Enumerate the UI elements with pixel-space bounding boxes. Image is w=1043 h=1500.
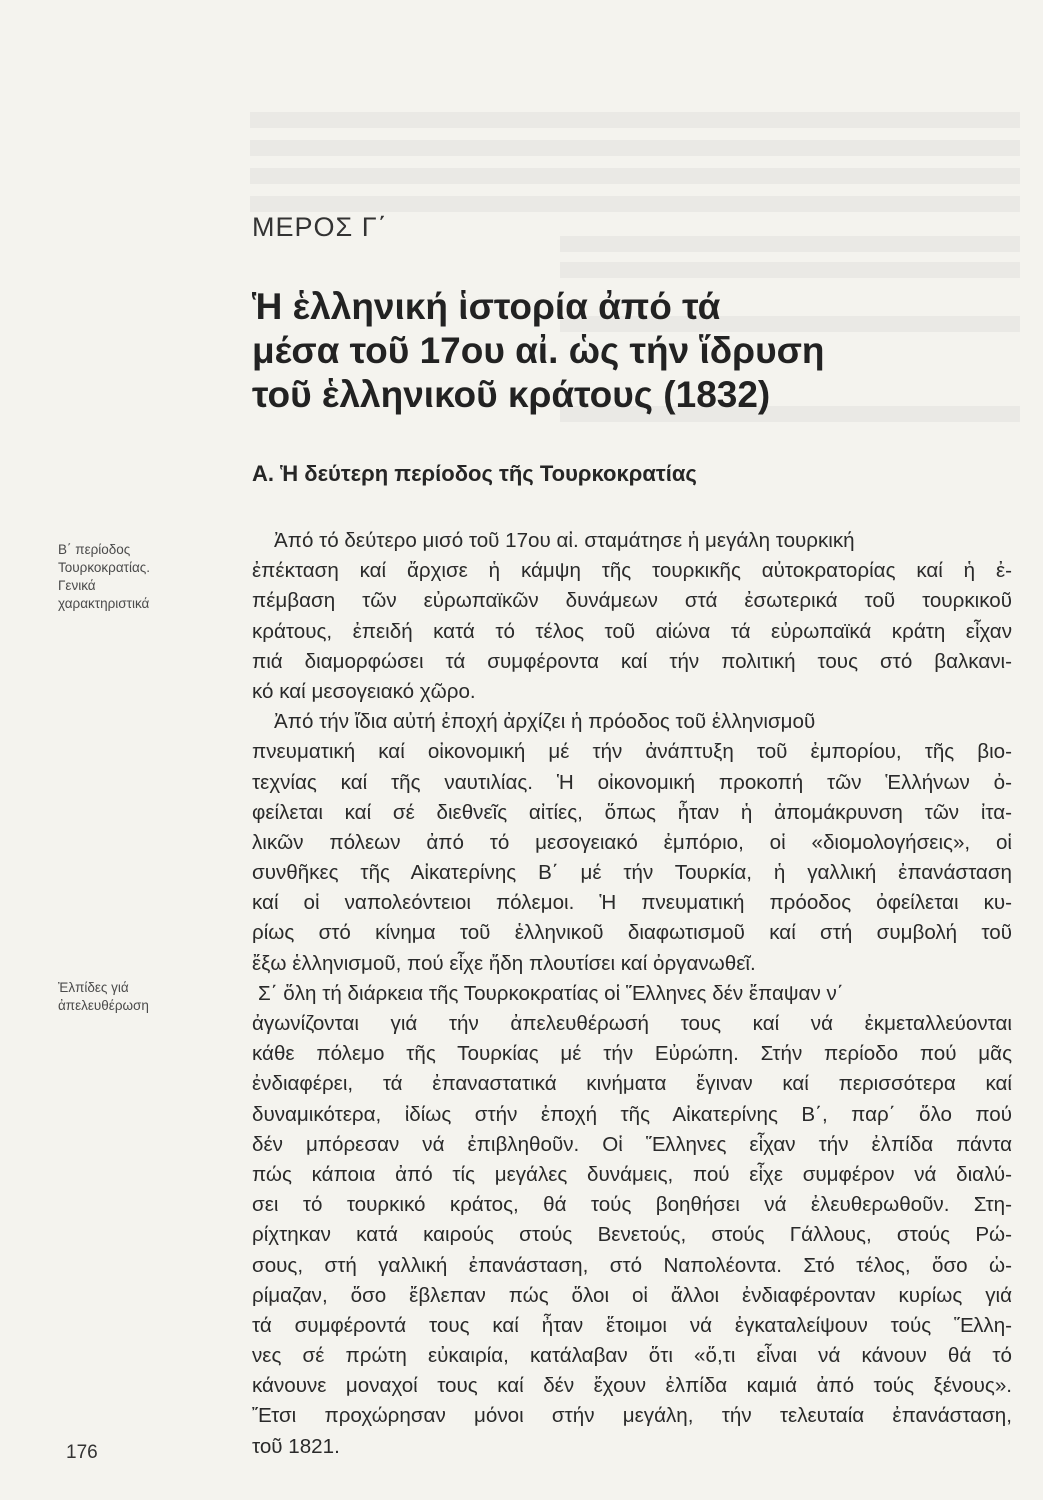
body-line: κάνουνε μοναχοί τους καί δέν ἔχουν ἐλπίδα καμιά ἀπό τούς ξένους». (252, 1374, 1012, 1398)
bleed-through (560, 262, 1020, 278)
body-line: πνευματική καί οἰκονομική μέ τήν ἀνάπτυξη τοῦ ἐμπορίου, τῆς βιο- (252, 740, 1012, 764)
body-line: πιά διαμορφώσει τά συμφέροντα καί τήν πολιτική τους στό βαλκανι- (252, 649, 1012, 673)
body-line: τοῦ 1821. (252, 1434, 340, 1458)
bleed-through (250, 112, 1020, 128)
body-line: κάθε πόλεμο τῆς Τουρκίας μέ τήν Εὐρώπη. Στήν περίοδο πού μᾶς (252, 1042, 1012, 1066)
body-line: ἔξω ἑλληνισμοῦ, πού εἶχε ἤδη πλουτίσει καί ὀργανωθεῖ. (252, 951, 756, 975)
body-line: τά συμφέροντά τους καί ἦταν ἕτοιμοι νά ἐγκαταλείψουν τούς Ἕλλη- (252, 1313, 1012, 1337)
margin-note-line: Ἐλπίδες γιά (58, 980, 129, 995)
margin-note-line: Β΄ περίοδος (58, 542, 131, 557)
body-line: ἀγωνίζονται γιά τήν ἀπελευθέρωσή τους καί νά ἐκμεταλλεύονται (252, 1012, 1012, 1035)
body-line: καί οἱ ναπολεόντειοι πόλεμοι. Ἡ πνευματική πρόοδος ὀφείλεται κυ- (252, 891, 1012, 915)
bleed-through (560, 236, 1020, 252)
margin-note-line: ἀπελευθέρωση (58, 998, 149, 1013)
bleed-through (250, 140, 1020, 156)
bleed-through (250, 196, 1020, 212)
body-line: τεχνίας καί τῆς ναυτιλίας. Ἡ οἰκονομική προκοπή τῶν Ἑλλήνων ὀ- (252, 770, 1012, 794)
body-line: πώς κάποια ἀπό τίς μεγάλες δυνάμεις, πού εἶχε συμφέρον νά διαλύ- (252, 1162, 1012, 1186)
body-line: φείλεται καί σέ διεθνεῖς αἰτίες, ὅπως ἦταν ἡ ἀπομάκρυνση τῶν ἰτα- (252, 800, 1012, 824)
body-line: Ἔτσι προχώρησαν μόνοι στήν μεγάλη, τήν τελευταία ἐπανάσταση, (252, 1404, 1012, 1428)
body-line: πέμβαση τῶν εὐρωπαϊκῶν δυνάμεων στά ἐσωτερικά τοῦ τουρκικοῦ (252, 589, 1012, 613)
margin-note-general-characteristics (58, 541, 218, 613)
body-line: δέν μπόρεσαν νά ἐπιβληθοῦν. Οἱ Ἕλληνες εἶχαν τήν ἐλπίδα πάντα (252, 1132, 1012, 1156)
bleed-through (250, 168, 1020, 184)
body-line: δυναμικότερα, ἰδίως στήν ἐποχή τῆς Αἰκατερίνης Β΄, παρ΄ ὅλο πού (252, 1102, 1012, 1126)
body-line: Ἀπό τό δεύτερο μισό τοῦ 17ου αἰ. σταμάτησε ἡ μεγάλη τουρκική (274, 529, 855, 552)
body-text (252, 526, 1012, 1462)
body-line: ἐπέκταση καί ἄρχισε ἡ κάμψη τῆς τουρκικῆς αὐτοκρατορίας καί ἡ ἐ- (252, 559, 1012, 583)
chapter-title-line: τοῦ ἑλληνικοῦ κράτους (1832) (252, 374, 771, 415)
body-line: κό καί μεσογειακό χῶρο. (252, 679, 476, 703)
body-line: κράτους, ἐπειδή κατά τό τέλος τοῦ αἰώνα τά εὐρωπαϊκά κράτη εἶχαν (252, 619, 1012, 643)
chapter-title-line: μέσα τοῦ 17ου αἰ. ὡς τήν ἵδρυση (252, 330, 825, 371)
body-line: σους, στή γαλλική ἐπανάσταση, στό Ναπολέοντα. Στό τέλος, ὅσο ὡ- (252, 1253, 1012, 1277)
margin-note-hopes-for-liberation (58, 979, 218, 1015)
chapter-title (252, 285, 852, 417)
part-label: ΜΕΡΟΣ Γ΄ (252, 212, 388, 242)
body-line: ἐνδιαφέρει, τά ἐπαναστατικά κινήματα ἔγιναν καί περισσότερα καί (252, 1072, 1012, 1096)
body-line: ρίως στό κίνημα τοῦ ἑλληνικοῦ διαφωτισμοῦ καί στή συμβολή τοῦ (252, 921, 1012, 945)
body-line: σει τό τουρκικό κράτος, θά τούς βοηθήσει νά ἐλευθερωθοῦν. Στη- (252, 1193, 1012, 1217)
margin-note-line: χαρακτηριστικά (58, 596, 150, 611)
body-line: ρίχτηκαν κατά καιρούς στούς Βενετούς, στούς Γάλλους, στούς Ρώ- (252, 1223, 1012, 1247)
margin-note-line: Τουρκοκρατίας. (58, 560, 151, 575)
body-line: Ἀπό τήν ἴδια αὐτή ἐποχή ἀρχίζει ἡ πρόοδος τοῦ ἑλληνισμοῦ (274, 710, 816, 734)
body-line: συνθῆκες τῆς Αἰκατερίνης Β΄ μέ τήν Τουρκία, ἡ γαλλική ἐπανάσταση (252, 861, 1012, 885)
body-line: λικῶν πόλεων ἀπό τό μεσογειακό ἐμπόριο, οἱ «διομολογήσεις», οἱ (252, 830, 1012, 854)
section-heading: Α. Ἡ δεύτερη περίοδος τῆς Τουρκοκρατίας (252, 461, 697, 486)
margin-note-line: Γενικά (58, 578, 96, 593)
body-line: νες σέ πρώτη εὐκαιρία, κατάλαβαν ὅτι «ὅ,τι εἶναι νά κάνουν θά τό (252, 1344, 1012, 1368)
body-line: Σ΄ ὅλη τή διάρκεια τῆς Τουρκοκρατίας οἱ Ἕλληνες δέν ἔπαψαν ν΄ (258, 981, 844, 1005)
page-number: 176 (66, 1442, 98, 1463)
body-line: ρίμαζαν, ὅσο ἔβλεπαν πώς ὅλοι οἱ ἄλλοι ἐνδιαφέρονταν κυρίως γιά (252, 1283, 1012, 1307)
chapter-title-line: Ἡ ἑλληνική ἱστορία ἀπό τά (252, 286, 721, 327)
